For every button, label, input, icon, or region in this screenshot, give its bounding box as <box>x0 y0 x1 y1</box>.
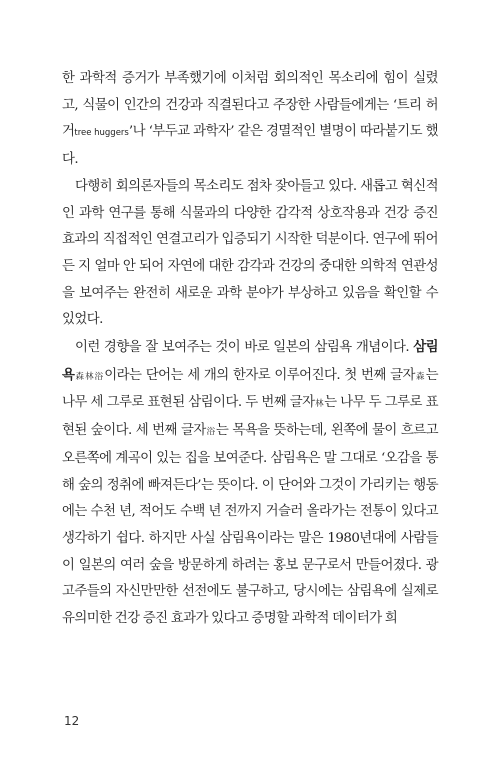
hanja-forest: 森 <box>414 371 426 382</box>
hanja-woods: 林 <box>314 399 325 410</box>
paragraph-3-text-d: 는 나무 두 그루로 표현된 숲이다. 세 번째 글자 <box>62 395 438 439</box>
page-body <box>62 66 438 633</box>
paragraph-3 <box>62 334 438 633</box>
paragraph-2 <box>62 174 438 334</box>
paragraph-3-text-e: 는 목욕을 뜻하는데, 왼쪽에 물이 흐르고 오른쪽에 계곡이 있는 집을 보여준다. 삼림욕은 말 그대로 ‘오감을 통해 숲의 정취에 빠져든다’는 뜻이다. 이 단어와 그것이 가리키는 행동에는 수천 년, 적어도 수백 년 전까지 거슬러 올라가는 전통이 있다고 생각하기 쉽다. 하지만 사실 삼림욕이라는 말은 1980년대에 사람들이 일본의 여러 숲을 방문하게 하려는 홍보 문구로서 만들어졌다. 광고주들의 자신만만한 선전에도 불구하고, 당시에는 삼림욕에 실제로 유의미한 건강 증진 효과가 있다고 증명할 과학적 데이터가 희 <box>62 423 438 627</box>
paragraph-3-text-b: 이라는 단어는 세 개의 한자로 이루어진다. 첫 번째 글자 <box>104 367 415 383</box>
paragraph-3-text-c: 는 나무 세 그루로 표현된 삼림이다. 두 번째 글자 <box>62 367 438 411</box>
page-number: 12 <box>64 714 80 728</box>
shinrin-yoku-hanja: 森林浴 <box>74 371 105 382</box>
paragraph-1 <box>62 66 438 174</box>
hanja-bath: 浴 <box>205 427 216 438</box>
paragraph-1-text-b: ’나 ‘부두교 과학자’ 같은 경멸적인 별명이 따라붙기도 했다. <box>62 124 438 168</box>
paragraph-3-text-a: 이런 경향을 잘 보여주는 것이 바로 일본의 삼림욕 개념이다. <box>75 340 414 356</box>
shinrin-yoku-term: 삼림욕 <box>62 339 438 383</box>
paragraph-1-text-a: 한 과학적 증거가 부족했기에 이처럼 회의적인 목소리에 힘이 실렸고, 식물이 인간의 건강과 직결된다고 주장한 사람들에게는 ‘트리 허거 <box>62 71 438 140</box>
tree-huggers-annotation: tree huggers <box>74 128 129 139</box>
paragraph-2-text: 다행히 회의론자들의 목소리도 점차 잦아들고 있다. 새롭고 혁신적인 과학 연구를 통해 식물과의 다양한 감각적 상호작용과 건강 증진 효과의 직접적인 연결고리가 입증되기 시작한 덕분이다. 연구에 뛰어든 지 얼마 안 되어 자연에 대한 감각과 건강의 중대한 의학적 연관성을 보여주는 완전히 새로운 과학 분야가 부상하고 있음을 확인할 수 있었다. <box>62 178 438 328</box>
